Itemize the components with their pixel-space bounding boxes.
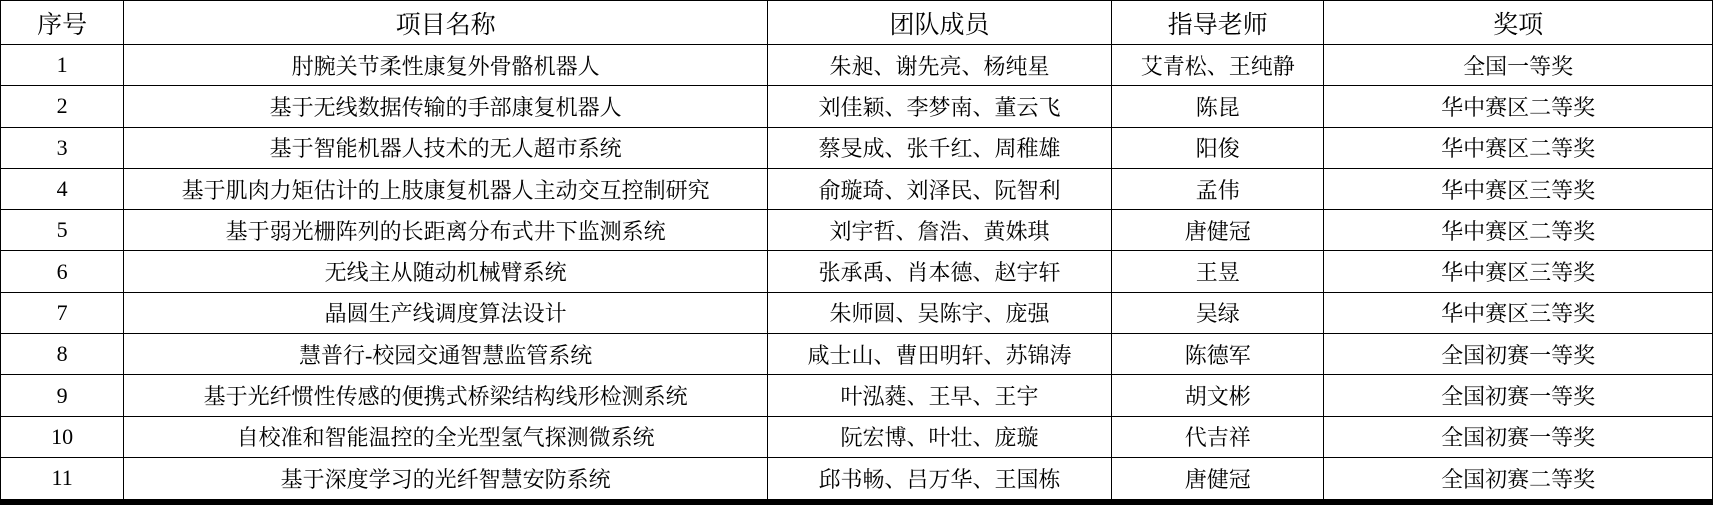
cell-advisors: 陈昆 — [1112, 86, 1324, 127]
cell-project: 基于肌肉力矩估计的上肢康复机器人主动交互控制研究 — [124, 168, 768, 209]
cell-index: 3 — [1, 127, 124, 168]
cell-project: 基于弱光栅阵列的长距离分布式井下监测系统 — [124, 210, 768, 251]
cell-index: 11 — [1, 457, 124, 502]
cell-award: 华中赛区二等奖 — [1324, 127, 1713, 168]
cell-members: 张承禹、肖本德、赵宇轩 — [767, 251, 1111, 292]
cell-members: 朱师圆、吴陈宇、庞强 — [767, 292, 1111, 333]
cell-members: 朱昶、谢先亮、杨纯星 — [767, 45, 1111, 86]
table-row — [1, 86, 1713, 127]
cell-project: 基于光纤惯性传感的便携式桥梁结构线形检测系统 — [124, 375, 768, 416]
cell-index: 10 — [1, 416, 124, 457]
cell-advisors: 代吉祥 — [1112, 416, 1324, 457]
cell-award: 华中赛区二等奖 — [1324, 210, 1713, 251]
cell-project: 慧普行-校园交通智慧监管系统 — [124, 334, 768, 375]
cell-advisors: 王昱 — [1112, 251, 1324, 292]
cell-index: 5 — [1, 210, 124, 251]
cell-award: 全国初赛一等奖 — [1324, 334, 1713, 375]
cell-project: 基于深度学习的光纤智慧安防系统 — [124, 457, 768, 502]
cell-award: 全国初赛二等奖 — [1324, 457, 1713, 502]
cell-project: 无线主从随动机械臂系统 — [124, 251, 768, 292]
table-row — [1, 127, 1713, 168]
cell-project: 基于智能机器人技术的无人超市系统 — [124, 127, 768, 168]
col-header-advisors: 指导老师 — [1112, 1, 1324, 45]
col-header-project: 项目名称 — [124, 1, 768, 45]
cell-advisors: 胡文彬 — [1112, 375, 1324, 416]
awards-table-body — [1, 45, 1713, 503]
cell-project: 晶圆生产线调度算法设计 — [124, 292, 768, 333]
cell-index: 7 — [1, 292, 124, 333]
cell-award: 华中赛区三等奖 — [1324, 292, 1713, 333]
cell-project: 自校准和智能温控的全光型氢气探测微系统 — [124, 416, 768, 457]
cell-index: 1 — [1, 45, 124, 86]
cell-advisors: 唐健冠 — [1112, 210, 1324, 251]
cell-members: 叶泓蕤、王早、王宇 — [767, 375, 1111, 416]
table-row — [1, 168, 1713, 209]
cell-index: 2 — [1, 86, 124, 127]
table-header-row — [1, 1, 1713, 45]
table-row — [1, 334, 1713, 375]
table-row — [1, 292, 1713, 333]
cell-award: 华中赛区二等奖 — [1324, 86, 1713, 127]
table-row — [1, 251, 1713, 292]
cell-advisors: 吴绿 — [1112, 292, 1324, 333]
table-row — [1, 45, 1713, 86]
cell-advisors: 阳俊 — [1112, 127, 1324, 168]
table-row — [1, 375, 1713, 416]
cell-advisors: 艾青松、王纯静 — [1112, 45, 1324, 86]
cell-members: 蔡旻成、张千红、周稚雄 — [767, 127, 1111, 168]
table-row — [1, 210, 1713, 251]
cell-index: 9 — [1, 375, 124, 416]
cell-award: 全国初赛一等奖 — [1324, 416, 1713, 457]
col-header-award: 奖项 — [1324, 1, 1713, 45]
cell-project: 基于无线数据传输的手部康复机器人 — [124, 86, 768, 127]
cell-advisors: 陈德军 — [1112, 334, 1324, 375]
cell-award: 全国初赛一等奖 — [1324, 375, 1713, 416]
cell-advisors: 唐健冠 — [1112, 457, 1324, 502]
cell-project: 肘腕关节柔性康复外骨骼机器人 — [124, 45, 768, 86]
cell-members: 咸士山、曹田明轩、苏锦涛 — [767, 334, 1111, 375]
cell-members: 刘宇哲、詹浩、黄姝琪 — [767, 210, 1111, 251]
cell-members: 阮宏博、叶壮、庞璇 — [767, 416, 1111, 457]
col-header-index: 序号 — [1, 1, 124, 45]
cell-members: 刘佳颖、李梦南、董云飞 — [767, 86, 1111, 127]
cell-index: 8 — [1, 334, 124, 375]
cell-award: 华中赛区三等奖 — [1324, 251, 1713, 292]
table-row — [1, 416, 1713, 457]
cell-index: 4 — [1, 168, 124, 209]
col-header-members: 团队成员 — [767, 1, 1111, 45]
cell-members: 俞璇琦、刘泽民、阮智利 — [767, 168, 1111, 209]
cell-index: 6 — [1, 251, 124, 292]
cell-advisors: 孟伟 — [1112, 168, 1324, 209]
cell-members: 邱书畅、吕万华、王国栋 — [767, 457, 1111, 502]
table-row — [1, 457, 1713, 502]
cell-award: 华中赛区三等奖 — [1324, 168, 1713, 209]
cell-award: 全国一等奖 — [1324, 45, 1713, 86]
